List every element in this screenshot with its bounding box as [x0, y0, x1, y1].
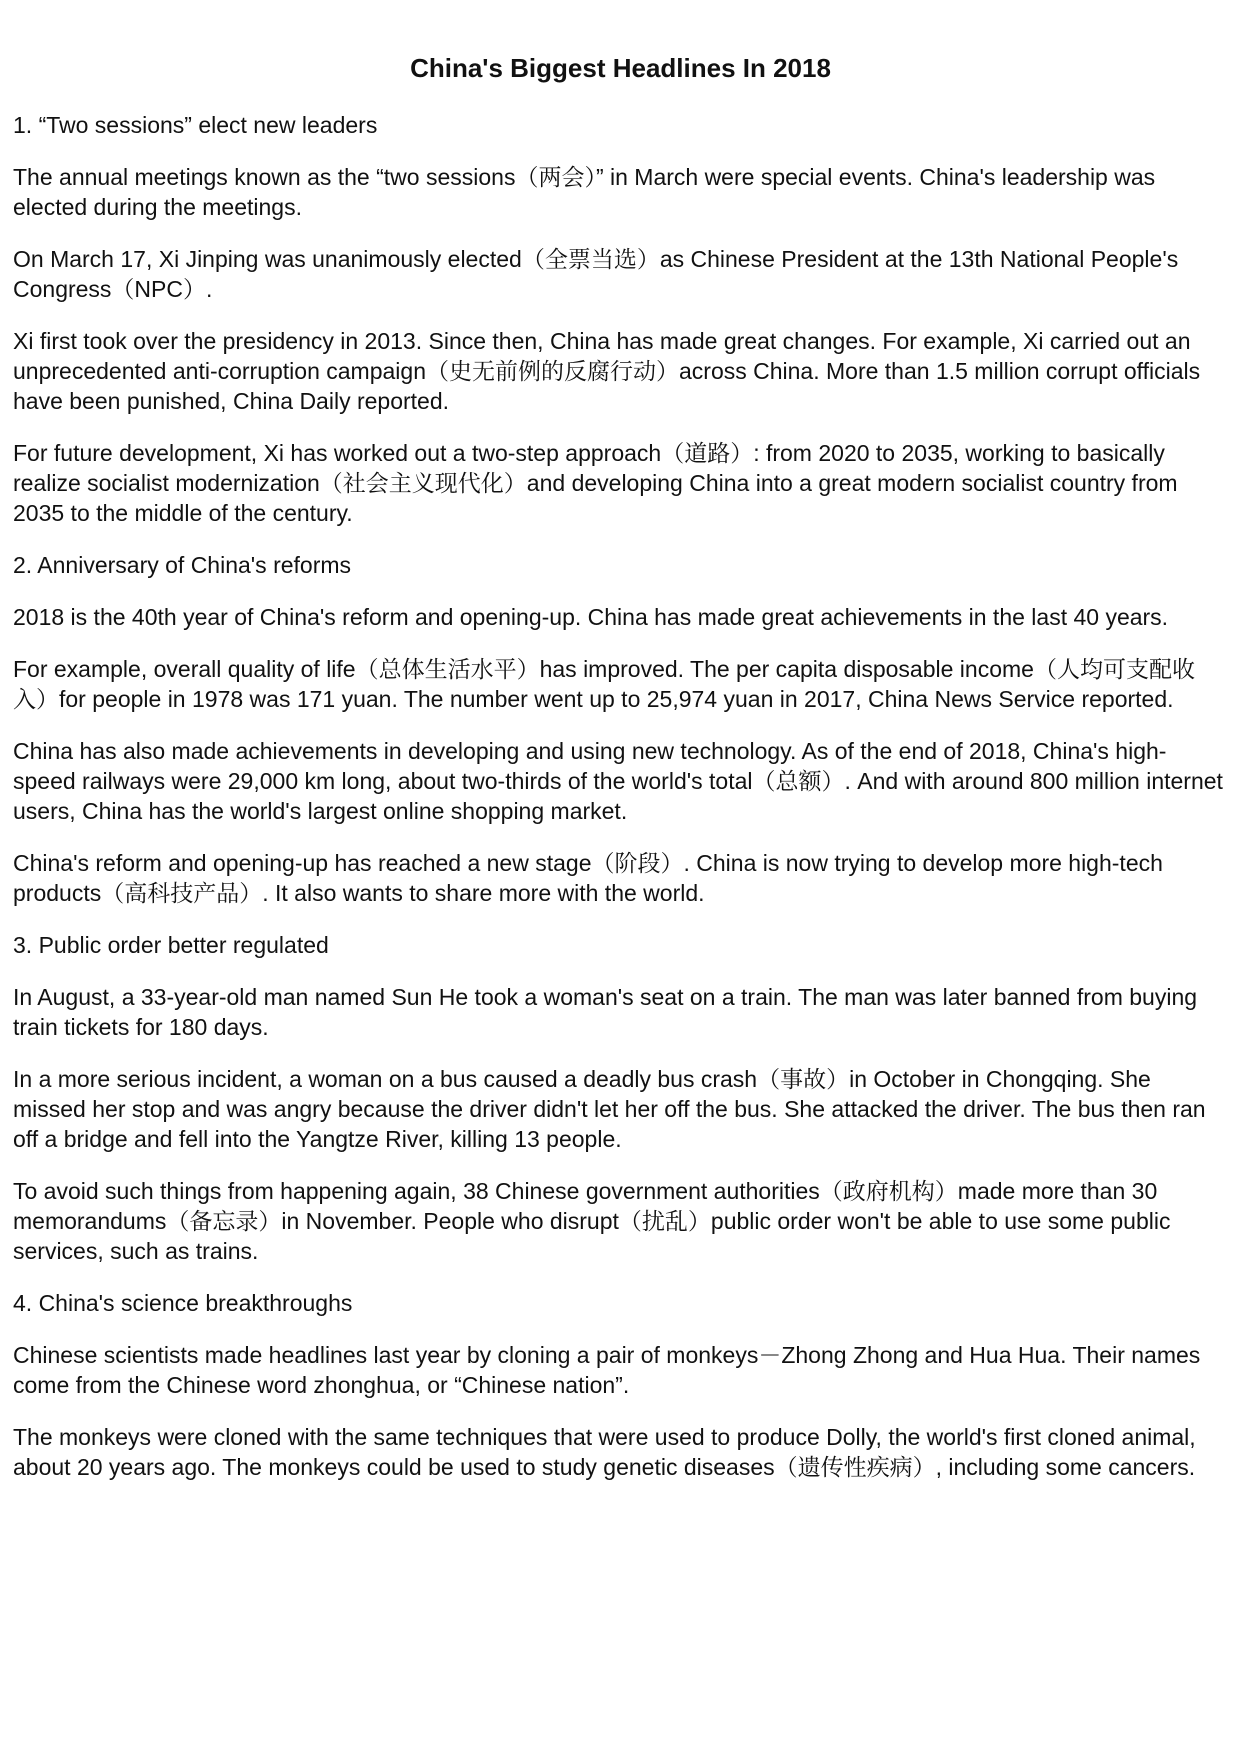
section-heading: 1. “Two sessions” elect new leaders: [13, 112, 378, 138]
section-public-order: [13, 930, 1228, 1266]
section-heading: 4. China's science breakthroughs: [13, 1290, 353, 1316]
section-science-breakthroughs: [13, 1288, 1228, 1482]
paragraph: For future development, Xi has worked out a two-step approach（道路）: from 2020 to 2035, working to basically realize socialist modernization（社会主义现代化）and developing China into a great modern socialist country from 2035 to the middle of the century.: [13, 440, 1178, 526]
paragraph: For example, overall quality of life（总体生活水平）has improved. The per capita disposable income（人均可支配收入）for people in 1978 was 171 yuan. The number went up to 25,974 yuan in 2017, China News Service reported.: [13, 656, 1195, 712]
paragraph: The monkeys were cloned with the same techniques that were used to produce Dolly, the world's first cloned animal, about 20 years ago. The monkeys could be used to study genetic diseases（遗传性疾病）, including some cancers.: [13, 1424, 1196, 1480]
paragraph: In August, a 33-year-old man named Sun He took a woman's seat on a train. The man was later banned from buying train tickets for 180 days.: [13, 984, 1198, 1040]
document-title: China's Biggest Headlines In 2018: [410, 53, 831, 83]
paragraph: 2018 is the 40th year of China's reform and opening-up. China has made great achievements in the last 40 years.: [13, 604, 1169, 630]
paragraph: To avoid such things from happening again, 38 Chinese government authorities（政府机构）made more than 30 memorandums（备忘录）in November. People who disrupt（扰乱）public order won't be able to use some public services, such as trains.: [13, 1178, 1171, 1264]
paragraph: Xi first took over the presidency in 2013. Since then, China has made great changes. For example, Xi carried out an unprecedented anti-corruption campaign（史无前例的反腐行动）across China. More than 1.5 million corrupt officials have been punished, China Daily reported.: [13, 328, 1201, 414]
paragraph: China has also made achievements in developing and using new technology. As of the end of 2018, China's high-speed railways were 29,000 km long, about two-thirds of the world's total（总额）. And with around 800 million internet users, China has the world's largest online shopping market.: [13, 738, 1223, 824]
section-heading: 2. Anniversary of China's reforms: [13, 552, 352, 578]
paragraph: In a more serious incident, a woman on a bus caused a deadly bus crash（事故）in October in Chongqing. She missed her stop and was angry because the driver didn't let her off the bus. She attacked the driver. The bus then ran off a bridge and fell into the Yangtze River, killing 13 people.: [13, 1066, 1206, 1152]
paragraph: The annual meetings known as the “two sessions（两会）” in March were special events. China's leadership was elected during the meetings.: [13, 164, 1156, 220]
section-heading: 3. Public order better regulated: [13, 932, 329, 958]
paragraph: On March 17, Xi Jinping was unanimously elected（全票当选）as Chinese President at the 13th National People's Congress（NPC）.: [13, 246, 1179, 302]
paragraph: China's reform and opening-up has reached a new stage（阶段）. China is now trying to develop more high-tech products（高科技产品）. It also wants to share more with the world.: [13, 850, 1163, 906]
section-two-sessions: [13, 110, 1228, 528]
paragraph: Chinese scientists made headlines last year by cloning a pair of monkeys－Zhong Zhong and Hua Hua. Their names come from the Chinese word zhonghua, or “Chinese nation”.: [13, 1342, 1201, 1398]
section-reforms-anniversary: [13, 550, 1228, 908]
